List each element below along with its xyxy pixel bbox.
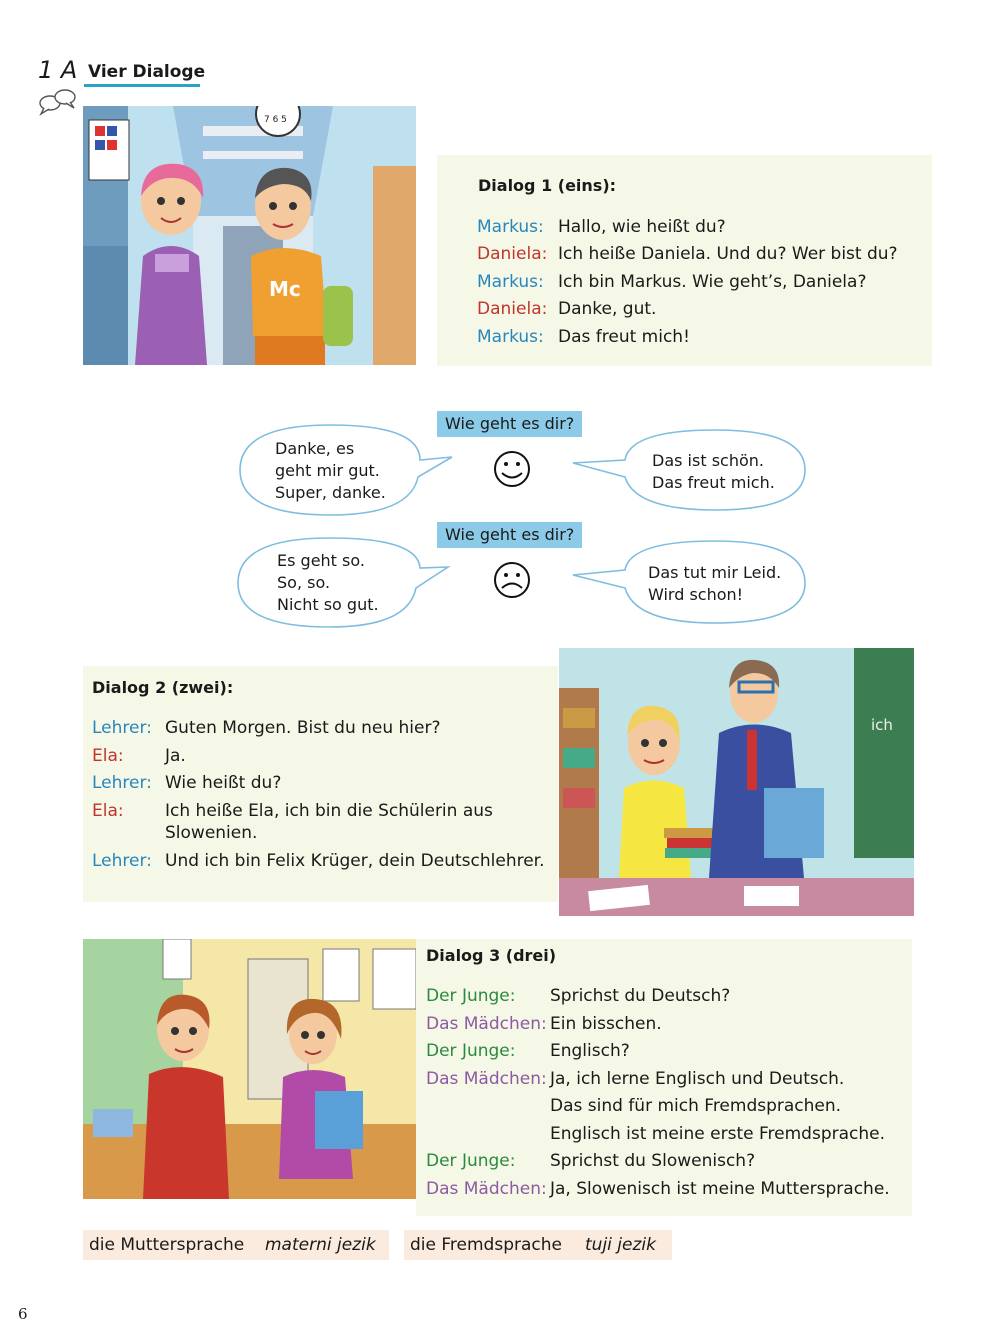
speaker-label: Markus: <box>477 327 544 347</box>
line-text: Ja, ich lerne Englisch und Deutsch. <box>550 1069 845 1089</box>
question-label-sad: Wie geht es dir? <box>437 522 582 548</box>
unit-number: 1 A <box>38 56 78 84</box>
speech-bubbles-icon <box>38 88 78 116</box>
bubble-line: Das ist schön. <box>652 451 764 470</box>
line-text: Ich heiße Ela, ich bin die Schülerin aus <box>165 801 493 821</box>
speaker-label: Das Mädchen: <box>426 1069 547 1089</box>
dialog-line-continuation: Slowenien. <box>165 823 258 843</box>
speaker-label: Lehrer: <box>92 773 152 793</box>
question-label-happy: Wie geht es dir? <box>437 411 582 437</box>
speaker-label: Daniela: <box>477 244 548 264</box>
line-text: Ich heiße Daniela. Und du? Wer bist du? <box>558 244 898 264</box>
bubble-line: Nicht so gut. <box>277 595 379 614</box>
bubble-line: geht mir gut. <box>275 461 380 480</box>
dialog-1-title: Dialog 1 (eins): <box>478 176 617 195</box>
bubble-line: Super, danke. <box>275 483 386 502</box>
line-text: Ein bisschen. <box>550 1014 662 1034</box>
line-text: Ja, Slowenisch ist meine Muttersprache. <box>550 1179 890 1199</box>
dialog-2-box <box>83 666 558 902</box>
speaker-label: Lehrer: <box>92 851 152 871</box>
line-text: Sprichst du Deutsch? <box>550 986 731 1006</box>
bubble-text-right-happy <box>652 450 775 494</box>
smiley-sad-icon <box>495 563 529 597</box>
vocab-slovenian: materni jezik <box>265 1235 376 1255</box>
line-text: Und ich bin Felix Krüger, dein Deutschlehrer. <box>165 851 545 871</box>
vocab-item <box>83 1230 389 1260</box>
line-text: Danke, gut. <box>558 299 657 319</box>
speaker-label: Ela: <box>92 746 124 766</box>
clock-digits: 7 6 5 <box>264 115 287 125</box>
line-text: Ich bin Markus. Wie geht’s, Daniela? <box>558 272 867 292</box>
speaker-label: Daniela: <box>477 299 548 319</box>
dialog-3-box <box>416 939 912 1216</box>
bubble-text-left-sad <box>277 550 379 616</box>
bubble-line: Es geht so. <box>277 551 365 570</box>
line-text: Guten Morgen. Bist du neu hier? <box>165 718 441 738</box>
shirt-logo: Mc <box>269 277 301 301</box>
vocab-slovenian: tuji jezik <box>585 1235 656 1255</box>
bubble-text-left-happy <box>275 438 386 504</box>
dialog-line-continuation: Englisch ist meine erste Fremdsprache. <box>550 1124 886 1144</box>
bubble-line: So, so. <box>277 573 331 592</box>
unit-title: Vier Dialoge <box>88 62 206 82</box>
vocab-german: die Fremdsprache <box>410 1235 562 1255</box>
dialog-line-continuation: Das sind für mich Fremdsprachen. <box>550 1096 842 1116</box>
illustration-classroom-teacher <box>559 648 914 916</box>
speaker-label: Das Mädchen: <box>426 1014 547 1034</box>
board-word: ich <box>871 716 893 734</box>
line-text: Englisch? <box>550 1041 630 1061</box>
speaker-label: Ela: <box>92 801 124 821</box>
line-text: Hallo, wie heißt du? <box>558 217 726 237</box>
vocab-german: die Muttersprache <box>89 1235 245 1255</box>
speaker-label: Markus: <box>477 272 544 292</box>
line-text: Sprichst du Slowenisch? <box>550 1151 756 1171</box>
bubble-line: Das tut mir Leid. <box>648 563 782 582</box>
speaker-label: Lehrer: <box>92 718 152 738</box>
bubble-line: Danke, es <box>275 439 355 458</box>
line-text: Das freut mich! <box>558 327 690 347</box>
illustration-classroom-students <box>83 939 416 1199</box>
page-number: 6 <box>18 1305 28 1323</box>
illustration-hallway <box>83 106 416 365</box>
speaker-label: Das Mädchen: <box>426 1179 547 1199</box>
dialog-1-box <box>437 155 932 366</box>
speaker-label: Der Junge: <box>426 986 516 1006</box>
line-text: Ja. <box>165 746 186 766</box>
bubble-line: Wird schon! <box>648 585 744 604</box>
line-text: Wie heißt du? <box>165 773 282 793</box>
dialog-3-title: Dialog 3 (drei) <box>426 946 557 965</box>
speaker-label: Der Junge: <box>426 1041 516 1061</box>
dialog-2-title: Dialog 2 (zwei): <box>92 678 234 697</box>
title-underline <box>84 84 200 87</box>
vocab-item <box>404 1230 672 1260</box>
speaker-label: Markus: <box>477 217 544 237</box>
smiley-happy-icon <box>495 452 529 486</box>
bubble-line: Das freut mich. <box>652 473 775 492</box>
speaker-label: Der Junge: <box>426 1151 516 1171</box>
bubble-text-right-sad <box>648 562 781 606</box>
